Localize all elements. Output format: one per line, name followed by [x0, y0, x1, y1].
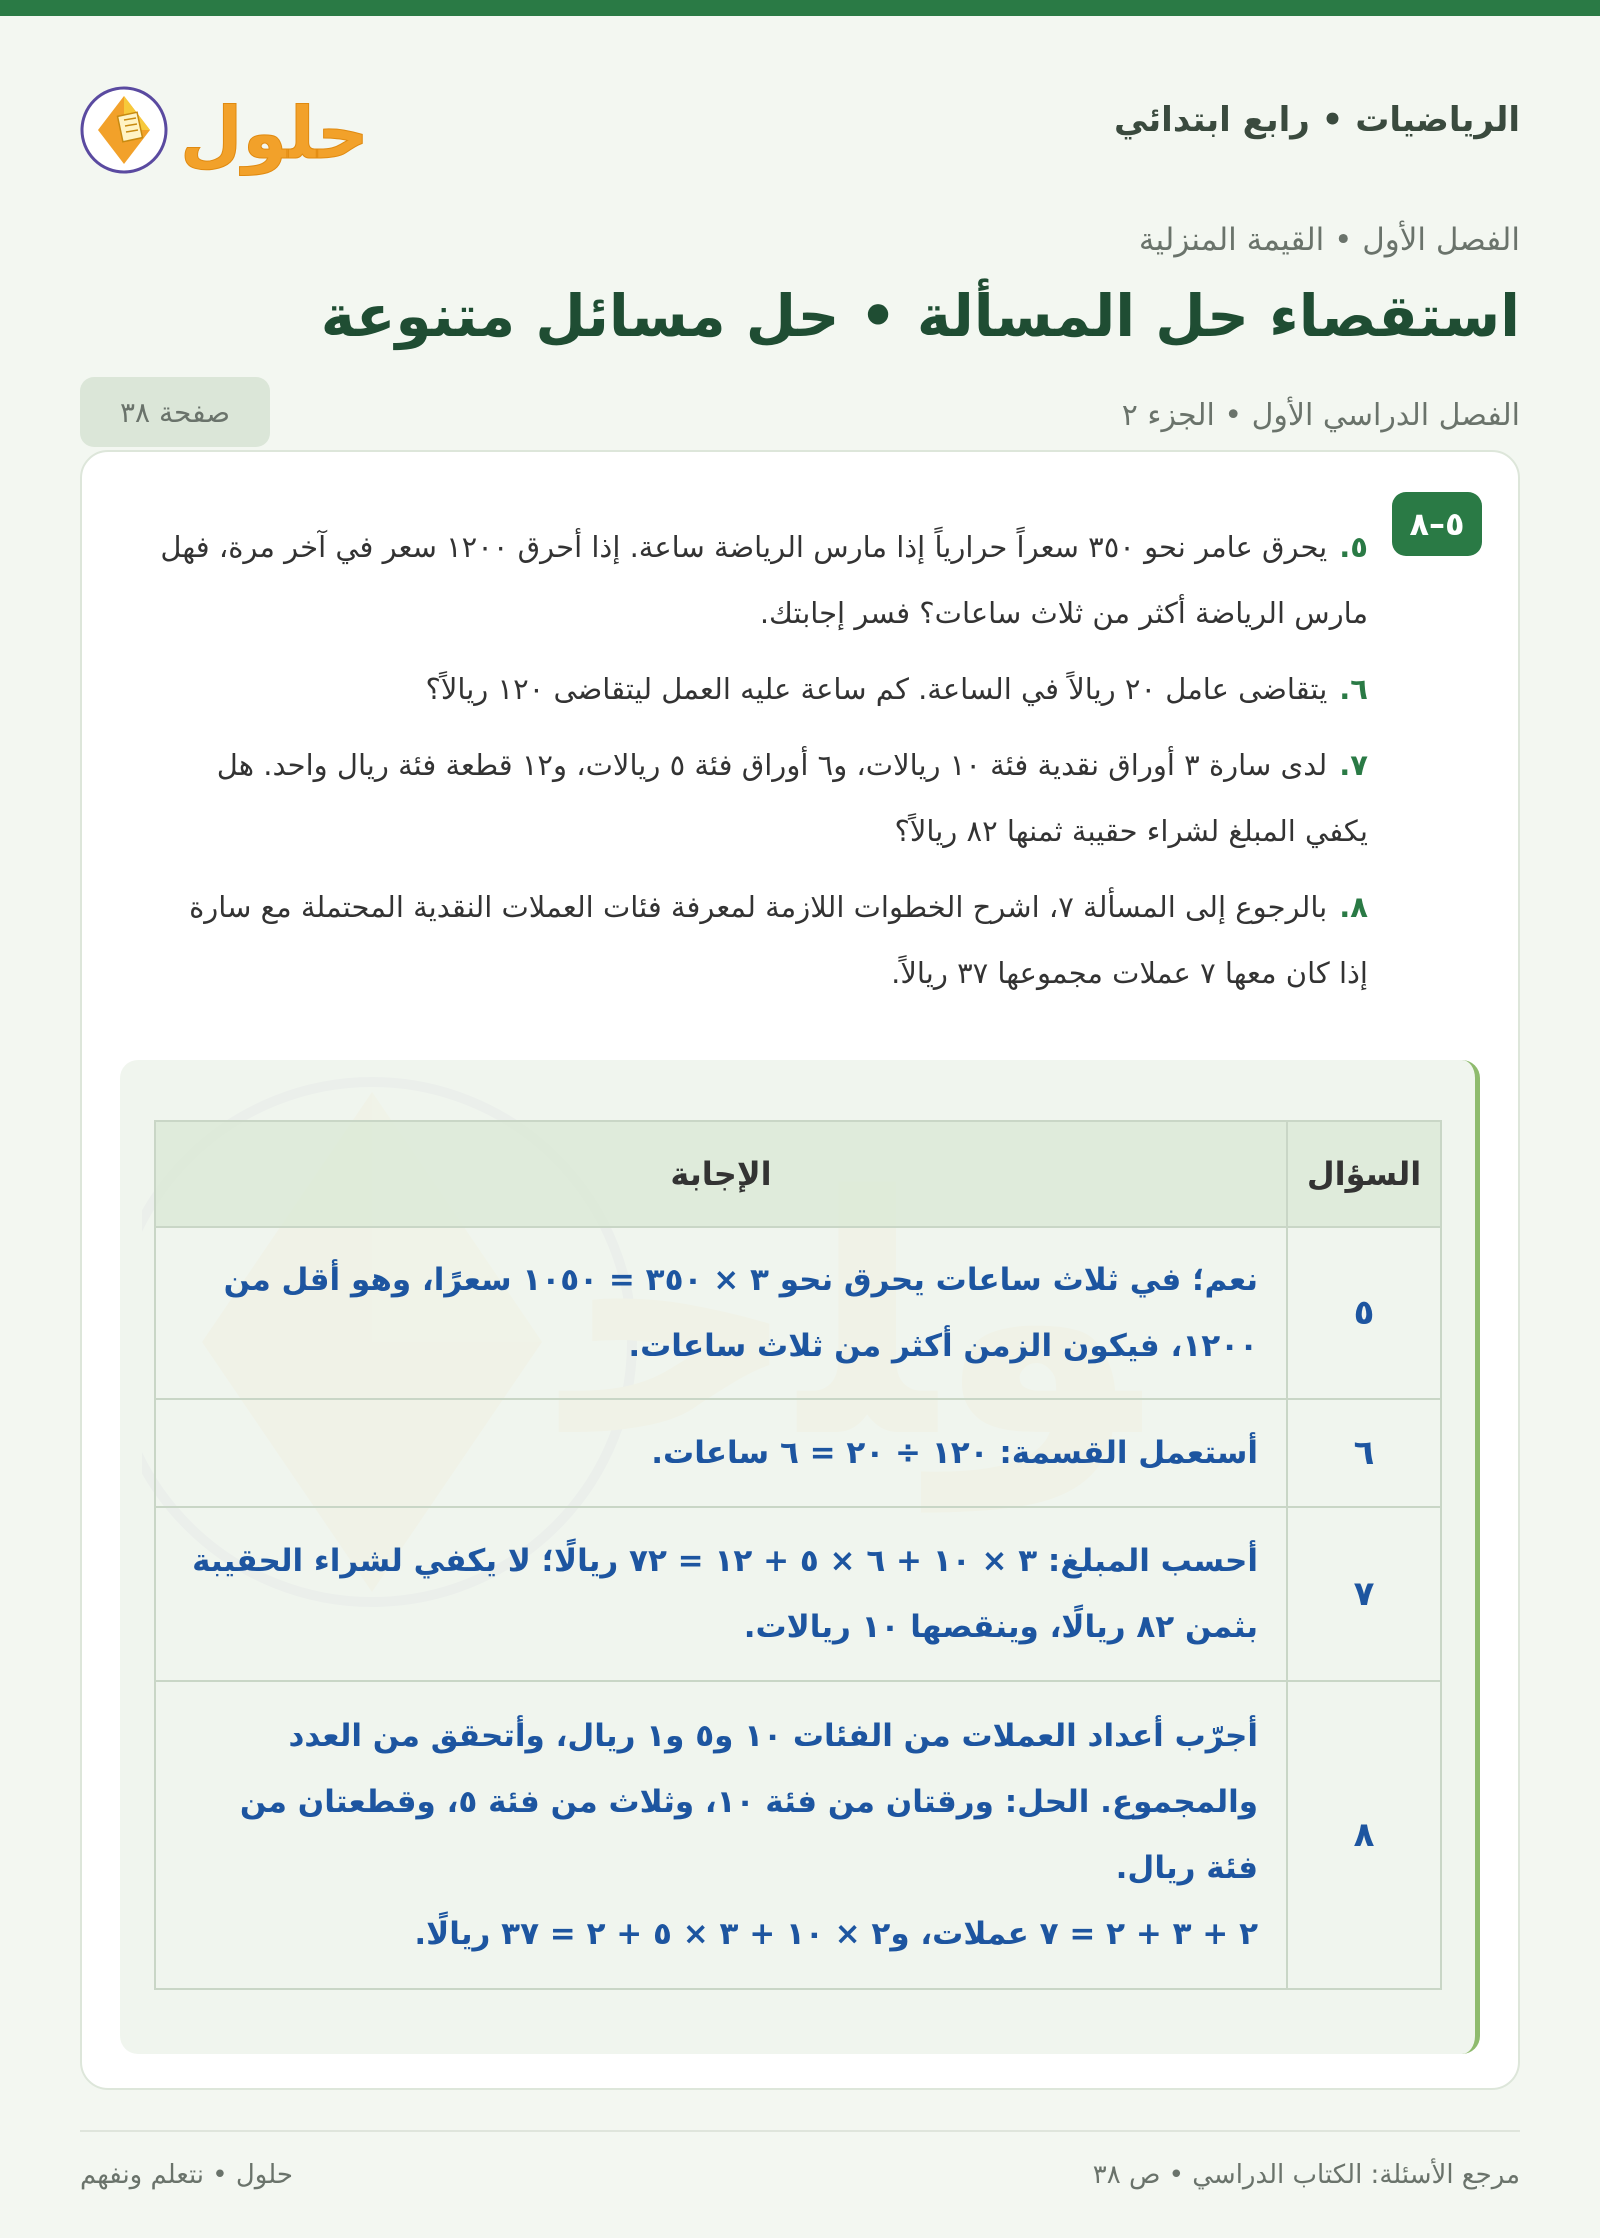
term-label: الفصل الدراسي الأول • الجزء ٢	[1121, 398, 1520, 433]
hulool-logo	[80, 62, 380, 192]
table-row	[155, 1507, 1441, 1681]
answers-panel	[120, 1060, 1480, 2054]
table-row	[155, 1399, 1441, 1507]
footer-divider	[80, 2130, 1520, 2132]
column-header-question: السؤال	[1287, 1121, 1441, 1227]
footer-reference: مرجع الأسئلة: الكتاب الدراسي • ص ٣٨	[1092, 2160, 1520, 2190]
page-header	[80, 62, 1520, 192]
svg-text:حلول: حلول	[180, 91, 369, 175]
question-number: ٨.	[1339, 890, 1368, 924]
question-item	[158, 514, 1368, 646]
row-question-number: ٥	[1287, 1227, 1441, 1399]
question-text: لدى سارة ٣ أوراق نقدية فئة ١٠ ريالات، و٦ أوراق فئة ٥ ريالات، و١٢ قطعة فئة ريال واحد. هل يكفي المبلغ لشراء حقيبة ثمنها ٨٢ ريالاً؟	[216, 748, 1368, 848]
question-text: يتقاضى عامل ٢٠ ريالاً في الساعة. كم ساعة عليه العمل ليتقاضى ١٢٠ ريالاً؟	[425, 672, 1328, 706]
question-range-badge: ٥–٨	[1392, 492, 1482, 556]
row-answer-text: أجرّب أعداد العملات من الفئات ١٠ و٥ و١ ريال، وأتحقق من العدد والمجموع. الحل: ورقتان من فئة ١٠، وثلاث من فئة ٥، وقطعتان من فئة ريال.	[239, 1718, 1258, 1886]
question-text: بالرجوع إلى المسألة ٧، اشرح الخطوات اللازمة لمعرفة فئات العملات النقدية المحتملة مع سارة إذا كان معها ٧ عملات مجموعها ٣٧ ريالاً.	[189, 890, 1368, 990]
table-row	[155, 1681, 1441, 1989]
row-question-number: ٨	[1287, 1681, 1441, 1989]
content-card	[80, 450, 1520, 2090]
question-number: ٥.	[1339, 530, 1368, 564]
lesson-title: استقصاء حل المسألة • حل مسائل متنوعة	[320, 282, 1520, 350]
question-list	[158, 514, 1368, 1016]
table-header-row	[155, 1121, 1441, 1227]
chapter-label: الفصل الأول • القيمة المنزلية	[1138, 222, 1520, 258]
footer-brand: حلول • نتعلم ونفهم	[80, 2160, 293, 2190]
answers-table	[154, 1120, 1442, 1990]
question-text: يحرق عامر نحو ٣٥٠ سعراً حرارياً إذا مارس الرياضة ساعة. إذا أحرق ١٢٠٠ سعر في آخر مرة، فهل مارس الرياضة أكثر من ثلاث ساعات؟ فسر إجابتك.	[160, 530, 1368, 630]
row-question-number: ٧	[1287, 1507, 1441, 1681]
subject-label: الرياضيات • رابع ابتدائي	[1114, 100, 1520, 140]
row-answer: أحسب المبلغ: ٣ × ١٠ + ٦ × ٥ + ١٢ = ٧٢ ريالًا؛ لا يكفي لشراء الحقيبة بثمن ٨٢ ريالًا، وينقصها ١٠ ريالات.	[155, 1507, 1287, 1681]
question-item	[158, 732, 1368, 864]
row-answer-equation: ٢ + ٣ + ٢ = ٧ عملات، و٢ × ١٠ + ٣ × ٥ + ٢ = ٣٧ ريالًا.	[414, 1916, 1258, 1952]
row-question-number: ٦	[1287, 1399, 1441, 1507]
question-item	[158, 656, 1368, 722]
row-answer	[155, 1681, 1287, 1989]
question-number: ٦.	[1339, 672, 1368, 706]
row-answer: أستعمل القسمة: ١٢٠ ÷ ٢٠ = ٦ ساعات.	[155, 1399, 1287, 1507]
table-row	[155, 1227, 1441, 1399]
column-header-answer: الإجابة	[155, 1121, 1287, 1227]
question-item	[158, 874, 1368, 1006]
question-number: ٧.	[1339, 748, 1368, 782]
top-accent-bar	[0, 0, 1600, 16]
page-number-badge: صفحة ٣٨	[80, 377, 270, 447]
row-answer: نعم؛ في ثلاث ساعات يحرق نحو ٣ × ٣٥٠ = ١٠٥٠ سعرًا، وهو أقل من ١٢٠٠، فيكون الزمن أكثر من ثلاث ساعات.	[155, 1227, 1287, 1399]
